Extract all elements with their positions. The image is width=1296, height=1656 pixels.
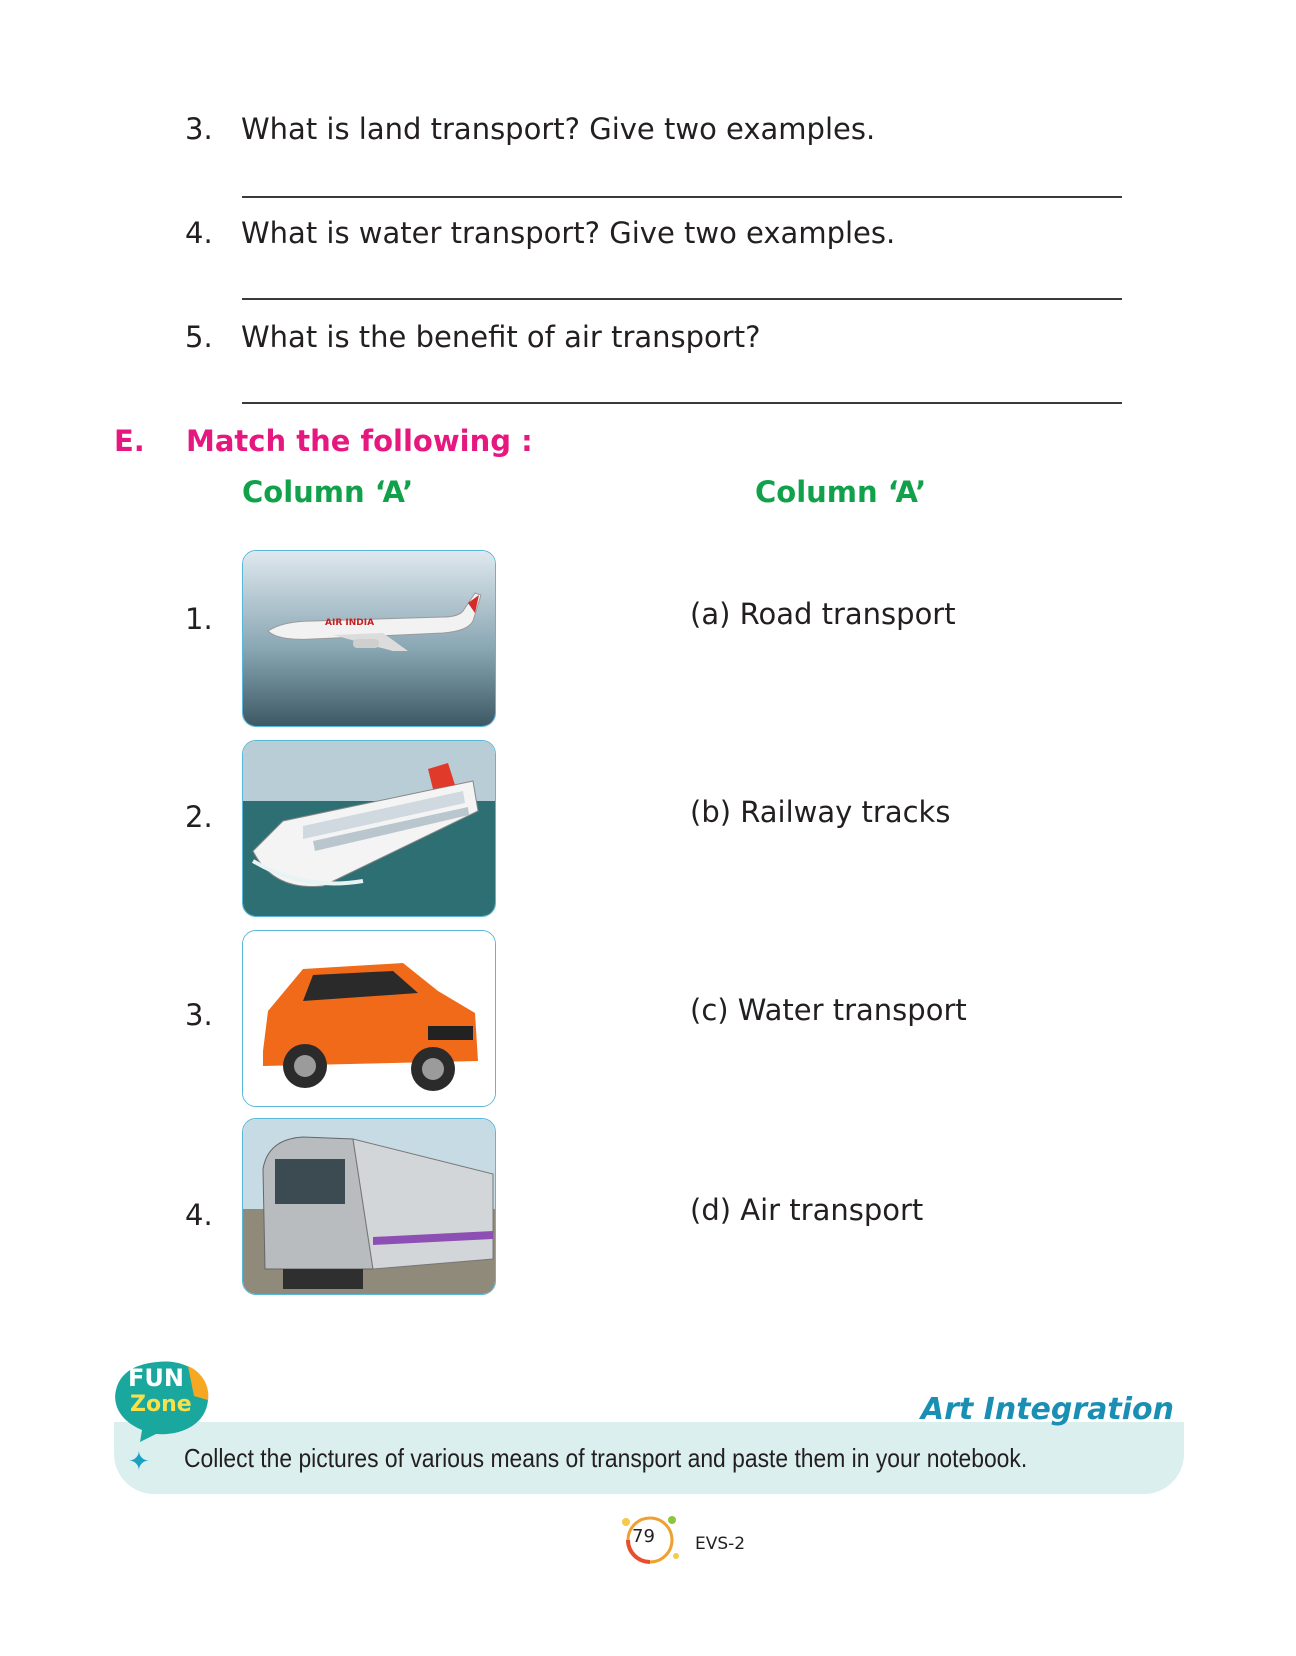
- question-5: [185, 320, 760, 354]
- option-b: (b) Railway tracks: [690, 795, 951, 829]
- row-number: 4.: [185, 1198, 213, 1232]
- question-3: [185, 112, 875, 146]
- fun-badge-line2: Zone: [130, 1392, 192, 1417]
- answer-line[interactable]: [242, 402, 1122, 404]
- question-number: 5.: [185, 320, 213, 354]
- section-letter: E.: [114, 424, 145, 458]
- car-image: [242, 930, 496, 1107]
- option-c: (c) Water transport: [690, 993, 967, 1027]
- row-number: 2.: [185, 800, 213, 834]
- svg-text:AIR INDIA: AIR INDIA: [325, 618, 375, 628]
- page-number: 79: [632, 1526, 655, 1547]
- row-number: 3.: [185, 998, 213, 1032]
- airplane-image: [242, 550, 496, 727]
- column-a-heading: Column ‘A’: [242, 475, 414, 509]
- option-a: (a) Road transport: [690, 597, 956, 631]
- question-text: What is the benefit of air transport?: [241, 320, 761, 354]
- section-title: Match the following :: [186, 424, 533, 458]
- row-number: 1.: [185, 602, 213, 636]
- fun-zone-activity: Collect the pictures of various means of transport and paste them in your notebook.: [184, 1443, 1028, 1473]
- answer-line[interactable]: [242, 298, 1122, 300]
- column-b-heading: Column ‘A’: [755, 475, 927, 509]
- fun-zone-badge: [112, 1358, 212, 1442]
- question-number: 4.: [185, 216, 213, 250]
- train-image: [242, 1118, 496, 1295]
- fun-badge-line1: FUN: [128, 1364, 184, 1392]
- cruise-ship-image: [242, 740, 496, 917]
- book-code: EVS-2: [695, 1534, 746, 1554]
- question-text: What is land transport? Give two examples.: [241, 112, 876, 146]
- answer-line[interactable]: [242, 196, 1122, 198]
- option-d: (d) Air transport: [690, 1193, 924, 1227]
- question-4: [185, 216, 895, 250]
- question-number: 3.: [185, 112, 213, 146]
- question-text: What is water transport? Give two examples.: [241, 216, 896, 250]
- art-integration-title: Art Integration: [920, 1392, 1174, 1427]
- star-bullet-icon: ✦: [128, 1447, 150, 1477]
